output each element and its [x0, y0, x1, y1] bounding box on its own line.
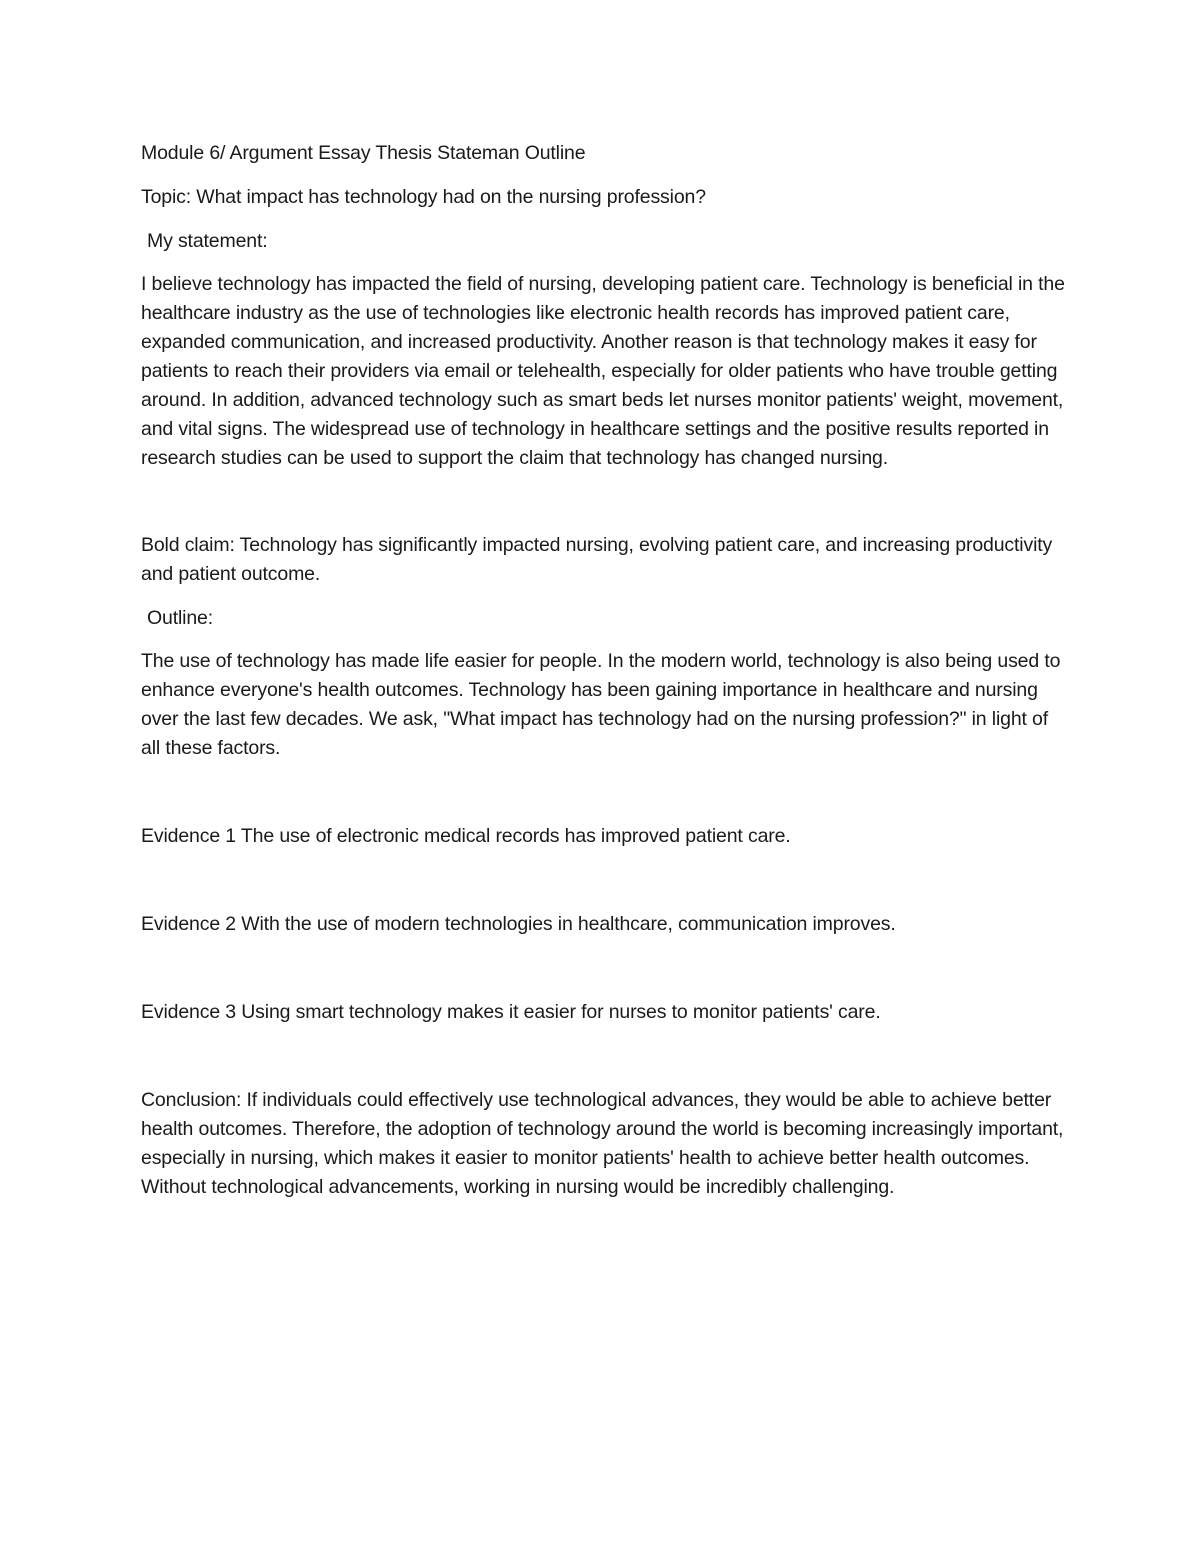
document-body [141, 139, 1066, 1202]
evidence-2-line: Evidence 2 With the use of modern technologies in healthcare, communication improves. [141, 913, 896, 935]
evidence-1-line: Evidence 1 The use of electronic medical records has improved patient care. [141, 825, 791, 847]
conclusion-paragraph: Conclusion: If individuals could effectively use technological advances, they would be able to achieve better health outcomes. Therefore, the adoption of technology around the world is becoming increasingly important, especially in nursing, which makes it easier to monitor patients' health to achieve better health outcomes. Without technological advancements, working in nursing would be incredibly challenging. [141, 1089, 1064, 1198]
document-title: Module 6/ Argument Essay Thesis Stateman Outline [141, 142, 586, 164]
evidence-3-line: Evidence 3 Using smart technology makes it easier for nurses to monitor patients' care. [141, 1001, 881, 1023]
statement-paragraph: I believe technology has impacted the field of nursing, developing patient care. Technology is beneficial in the healthcare industry as the use of technologies like electronic health records has improved patient care, expanded communication, and increased productivity. Another reason is that technology makes it easy for patients to reach their providers via email or telehealth, especially for older patients who have trouble getting around. In addition, advanced technology such as smart beds let nurses monitor patients' weight, movement, and vital signs. The widespread use of technology in healthcare settings and the positive results reported in research studies can be used to support the claim that technology has changed nursing. [141, 273, 1065, 469]
topic-line: Topic: What impact has technology had on the nursing profession? [141, 186, 706, 208]
outline-label: Outline: [147, 607, 214, 629]
bold-claim-paragraph: Bold claim: Technology has significantly impacted nursing, evolving patient care, and increasing productivity and patient outcome. [141, 534, 1053, 585]
outline-paragraph: The use of technology has made life easier for people. In the modern world, technology is also being used to enhance everyone's health outcomes. Technology has been gaining importance in healthcare and nursing over the last few decades. We ask, "What impact has technology had on the nursing profession?" in light of all these factors. [141, 650, 1061, 759]
statement-label: My statement: [147, 230, 268, 252]
